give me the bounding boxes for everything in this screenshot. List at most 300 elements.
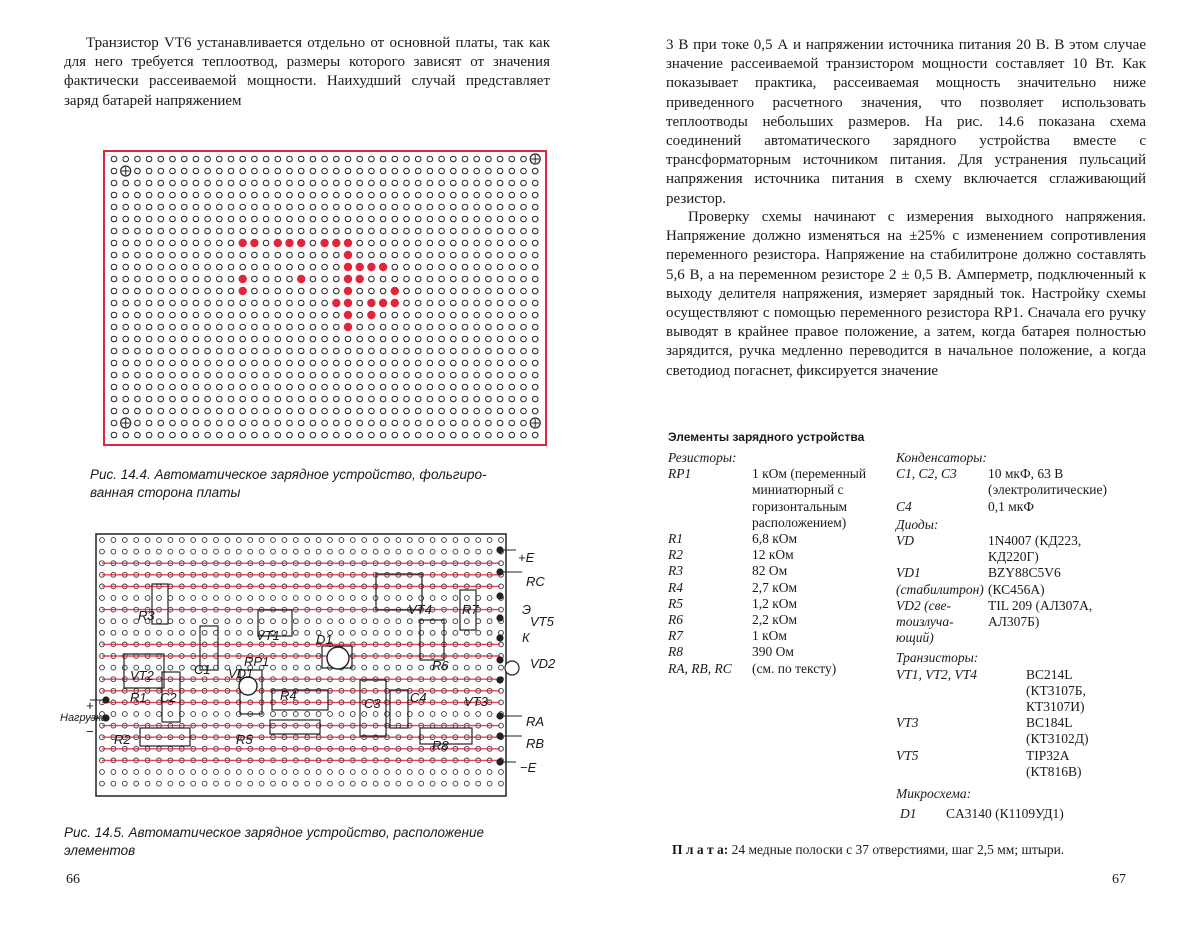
board-hole [532, 180, 538, 186]
board-hole [193, 156, 199, 162]
board-hole [404, 396, 410, 402]
board-hole [282, 781, 287, 786]
board-hole [225, 549, 230, 554]
board-hole [380, 180, 386, 186]
board-hole [380, 312, 386, 318]
board-hole [357, 288, 363, 294]
board-hole [345, 156, 351, 162]
solder-pad [344, 287, 352, 295]
board-hole [362, 770, 367, 775]
right-components-column [896, 450, 1166, 822]
board-hole [248, 619, 253, 624]
board-hole [357, 432, 363, 438]
board-hole [275, 396, 281, 402]
board-hole [385, 619, 390, 624]
board-hole [439, 408, 445, 414]
board-hole [157, 596, 162, 601]
board-hole [240, 192, 246, 198]
board-hole [252, 156, 258, 162]
board-hole [122, 549, 127, 554]
board-hole [135, 204, 141, 210]
board-hole [396, 549, 401, 554]
board-hole [263, 360, 269, 366]
solder-pad [297, 275, 305, 283]
board-hole [404, 168, 410, 174]
board-hole [111, 549, 116, 554]
board-hole [322, 360, 328, 366]
component-row: ющий) [896, 630, 934, 646]
right-page [600, 0, 1200, 925]
board-hole [217, 264, 223, 270]
board-hole [334, 312, 340, 318]
board-hole [486, 240, 492, 246]
board-hole [392, 168, 398, 174]
board-hole [451, 360, 457, 366]
board-hole [427, 228, 433, 234]
board-hole [532, 348, 538, 354]
terminal-pin [496, 592, 503, 599]
board-hole [474, 192, 480, 198]
board-hole [462, 420, 468, 426]
board-hole [100, 781, 105, 786]
label-rc: RC [526, 574, 545, 589]
board-hole [122, 630, 127, 635]
board-hole [369, 432, 375, 438]
board-hole [170, 396, 176, 402]
board-hole [380, 168, 386, 174]
board-hole [404, 192, 410, 198]
board-hole [228, 420, 234, 426]
board-hole [357, 312, 363, 318]
board-hole [439, 396, 445, 402]
board-hole [157, 781, 162, 786]
label-minus: − [86, 724, 94, 739]
board-hole [380, 156, 386, 162]
board-hole [509, 396, 515, 402]
ic-title: Микросхема: [896, 786, 972, 802]
solder-pad [297, 239, 305, 247]
board-hole [357, 384, 363, 390]
board-hole [486, 372, 492, 378]
label-plus: + [86, 698, 94, 713]
board-hole [217, 300, 223, 306]
board-hole [322, 312, 328, 318]
board-hole [532, 288, 538, 294]
board-hole [521, 276, 527, 282]
board-hole [474, 312, 480, 318]
board-hole [462, 312, 468, 318]
board-hole [275, 372, 281, 378]
board-hole [145, 630, 150, 635]
board-hole [287, 192, 293, 198]
board-hole [474, 180, 480, 186]
board-hole [228, 276, 234, 282]
board-hole [100, 665, 105, 670]
board-hole [100, 538, 105, 543]
board-hole [339, 549, 344, 554]
board-hole [451, 396, 457, 402]
board-hole [170, 360, 176, 366]
board-hole [487, 712, 492, 717]
board-hole [293, 712, 298, 717]
board-hole [263, 300, 269, 306]
board-hole [380, 432, 386, 438]
board-hole [146, 168, 152, 174]
solder-pad [379, 299, 387, 307]
board-hole [298, 312, 304, 318]
board-hole [322, 408, 328, 414]
board-hole [521, 312, 527, 318]
board-hole [275, 276, 281, 282]
board-hole [217, 396, 223, 402]
board-hole [271, 619, 276, 624]
board-hole [451, 276, 457, 282]
right-paragraph-2: Проверку схемы начинают с измерения выходного напряжения. Напряжение должно изменяться на ±25% с изменением сопротивления переменного резистора. Напряжение на стабилитроне должно составлять 5,6 В, а на переменном резисторе 2 ± 0,5 В. Амперметр, подключенный к выходу делителя напряжения, измеряет зарядный ток. Настройку схемы осуществляют с помощью переменного резистора RP1. Сначала его ручку выводят в крайнее правое положение, а затем, когда батарея полностью зарядится, ручка медленно переводится в начальное положение, а когда светодиод погаснет, фиксируется значение [666, 209, 1146, 379]
board-hole [415, 408, 421, 414]
board-hole [275, 252, 281, 258]
board-hole [111, 264, 117, 270]
page-number-left: 66 [66, 872, 80, 887]
board-hole [293, 665, 298, 670]
board-hole [521, 420, 527, 426]
board-hole [453, 619, 458, 624]
board-hole [217, 312, 223, 318]
board-hole [392, 396, 398, 402]
board-hole [350, 549, 355, 554]
board-hole [170, 240, 176, 246]
board-hole [214, 781, 219, 786]
board-hole [305, 781, 310, 786]
board-hole [427, 264, 433, 270]
board-hole [170, 264, 176, 270]
board-hole [240, 156, 246, 162]
board-hole [214, 538, 219, 543]
board-hole [462, 336, 468, 342]
board-hole [135, 228, 141, 234]
board-hole [111, 156, 117, 162]
board-hole [181, 384, 187, 390]
board-hole [419, 549, 424, 554]
board-hole [168, 781, 173, 786]
board-hole [464, 630, 469, 635]
board-hole [404, 432, 410, 438]
board-hole [263, 420, 269, 426]
board-hole [271, 665, 276, 670]
board-hole [205, 384, 211, 390]
board-hole [453, 596, 458, 601]
board-hole [158, 396, 164, 402]
component-row: VT3 BC184L [896, 715, 1073, 731]
board-hole [462, 156, 468, 162]
label-r7: R7 [462, 602, 479, 617]
board-hole [217, 372, 223, 378]
board-hole [497, 168, 503, 174]
board-hole [392, 240, 398, 246]
board-hole [158, 360, 164, 366]
board-hole [415, 324, 421, 330]
board-hole [310, 312, 316, 318]
solder-pad [356, 275, 364, 283]
board-hole [225, 538, 230, 543]
board-hole [380, 336, 386, 342]
board-hole [111, 781, 116, 786]
board-hole [427, 372, 433, 378]
board-hole [427, 156, 433, 162]
board-hole [369, 204, 375, 210]
board-hole [236, 619, 241, 624]
board-hole [439, 156, 445, 162]
board-hole [362, 781, 367, 786]
board-hole [111, 712, 116, 717]
board-hole [322, 336, 328, 342]
board-hole [439, 372, 445, 378]
board-hole [419, 596, 424, 601]
board-hole [205, 228, 211, 234]
board-hole [442, 538, 447, 543]
board-hole [462, 384, 468, 390]
component-row: R2 12 кОм [668, 547, 794, 563]
board-hole [275, 432, 281, 438]
board-hole [145, 596, 150, 601]
solder-pad [332, 239, 340, 247]
board-hole [497, 216, 503, 222]
component-row: R4 2,7 кОм [668, 579, 798, 595]
board-hole [240, 396, 246, 402]
board-hole [168, 538, 173, 543]
board-hole [521, 180, 527, 186]
component-layout-figure [60, 530, 560, 810]
board-hole [357, 240, 363, 246]
board-hole [474, 288, 480, 294]
board-hole [357, 396, 363, 402]
board-hole [170, 216, 176, 222]
board-hole [509, 216, 515, 222]
board-hole [396, 596, 401, 601]
board-hole [487, 770, 492, 775]
board-hole [334, 396, 340, 402]
solder-pad [239, 239, 247, 247]
board-hole [474, 204, 480, 210]
board-hole [334, 432, 340, 438]
board-hole [521, 432, 527, 438]
board-hole [532, 324, 538, 330]
board-hole [275, 168, 281, 174]
component-outline [270, 720, 320, 734]
board-hole [214, 596, 219, 601]
board-hole [287, 180, 293, 186]
board-hole [170, 432, 176, 438]
board-hole [135, 396, 141, 402]
board-hole [170, 204, 176, 210]
board-hole [158, 372, 164, 378]
board-hole [396, 712, 401, 717]
board-hole [263, 432, 269, 438]
board-hole [181, 420, 187, 426]
board-hole [521, 228, 527, 234]
board-hole [419, 781, 424, 786]
board-hole [193, 372, 199, 378]
board-hole [181, 432, 187, 438]
board-hole [205, 204, 211, 210]
board-hole [236, 596, 241, 601]
board-hole [134, 596, 139, 601]
board-hole [193, 384, 199, 390]
board-hole [111, 665, 116, 670]
board-hole [168, 712, 173, 717]
label-r3: R3 [138, 608, 155, 623]
board-hole [462, 264, 468, 270]
board-hole [205, 216, 211, 222]
board-hole [369, 324, 375, 330]
board-hole [407, 619, 412, 624]
board-hole [532, 192, 538, 198]
ic-row: D1 CA3140 (К1109УД1) [900, 806, 1064, 822]
board-hole [298, 180, 304, 186]
board-hole [305, 538, 310, 543]
board-hole [158, 264, 164, 270]
board-hole [404, 240, 410, 246]
board-hole [486, 252, 492, 258]
board-hole [100, 630, 105, 635]
board-hole [240, 324, 246, 330]
board-hole [427, 324, 433, 330]
board-hole [111, 168, 117, 174]
board-hole [392, 420, 398, 426]
board-hole [486, 156, 492, 162]
board-hole [205, 240, 211, 246]
board-hole [474, 420, 480, 426]
board-hole [415, 288, 421, 294]
board-hole [521, 252, 527, 258]
board-hole [334, 192, 340, 198]
board-hole [170, 336, 176, 342]
board-hole [193, 288, 199, 294]
board-hole [305, 619, 310, 624]
board-hole [135, 216, 141, 222]
board-hole [287, 336, 293, 342]
board-hole [357, 300, 363, 306]
board-hole [168, 549, 173, 554]
board-hole [392, 216, 398, 222]
board-hole [392, 192, 398, 198]
solder-pad [344, 323, 352, 331]
board-hole [486, 228, 492, 234]
board-hole [385, 538, 390, 543]
board-hole [415, 228, 421, 234]
board-hole [316, 619, 321, 624]
board-hole [396, 619, 401, 624]
board-hole [474, 348, 480, 354]
board-hole [487, 630, 492, 635]
board-hole [298, 360, 304, 366]
board-hole [442, 712, 447, 717]
board-hole [430, 549, 435, 554]
board-hole [474, 216, 480, 222]
board-hole [111, 396, 117, 402]
board-hole [462, 432, 468, 438]
page-number-right: 67 [1112, 872, 1126, 887]
board-hole [532, 240, 538, 246]
board-hole [362, 538, 367, 543]
board-hole [122, 596, 127, 601]
board-hole [146, 156, 152, 162]
board-hole [532, 432, 538, 438]
board-hole [509, 300, 515, 306]
board-hole [158, 276, 164, 282]
board-hole [451, 372, 457, 378]
board-hole [439, 264, 445, 270]
board-hole [122, 781, 127, 786]
board-hole [474, 360, 480, 366]
board-hole [123, 216, 129, 222]
board-hole [487, 665, 492, 670]
board-hole [350, 781, 355, 786]
board-hole [322, 168, 328, 174]
left-paragraph: Транзистор VT6 устанавливается отдельно от основной платы, так как для него требуется теплоотвод, размеры которого зависят от значения фактически рассеиваемой мощности. Наихудший случай представляет заряд батарей напряжением [64, 35, 550, 109]
board-hole [328, 596, 333, 601]
solder-pad [320, 239, 328, 247]
board-hole [252, 324, 258, 330]
board-hole [464, 619, 469, 624]
board-hole [439, 168, 445, 174]
board-hole [430, 596, 435, 601]
component-row: R5 1,2 кОм [668, 595, 798, 611]
board-hole [532, 336, 538, 342]
terminal-pin [496, 634, 503, 641]
board-hole [275, 324, 281, 330]
board-hole [521, 216, 527, 222]
board-hole [415, 240, 421, 246]
board-hole [345, 432, 351, 438]
board-hole [427, 312, 433, 318]
board-hole [135, 192, 141, 198]
board-hole [135, 168, 141, 174]
label-vt3: VT3 [464, 694, 488, 709]
board-hole [380, 228, 386, 234]
board-hole [334, 252, 340, 258]
board-hole [158, 156, 164, 162]
board-hole [486, 336, 492, 342]
board-hole [380, 240, 386, 246]
board-hole [369, 276, 375, 282]
board-hole [298, 324, 304, 330]
board-hole [357, 372, 363, 378]
board-hole [462, 180, 468, 186]
board-hole [298, 384, 304, 390]
board-hole [415, 192, 421, 198]
board-hole [396, 630, 401, 635]
board-hole [419, 712, 424, 717]
board-hole [111, 420, 117, 426]
board-hole [474, 396, 480, 402]
board-hole [339, 712, 344, 717]
board-hole [240, 168, 246, 174]
board-hole [275, 264, 281, 270]
label-r4: R4 [280, 688, 297, 703]
board-hole [474, 240, 480, 246]
board-hole [357, 324, 363, 330]
board-hole [380, 252, 386, 258]
board-hole [392, 432, 398, 438]
board-hole [158, 252, 164, 258]
board-hole [328, 781, 333, 786]
board-hole [404, 360, 410, 366]
label-r2: R2 [114, 732, 131, 747]
board-hole [532, 300, 538, 306]
board-hole [217, 168, 223, 174]
board-hole [202, 781, 207, 786]
board-hole [439, 288, 445, 294]
